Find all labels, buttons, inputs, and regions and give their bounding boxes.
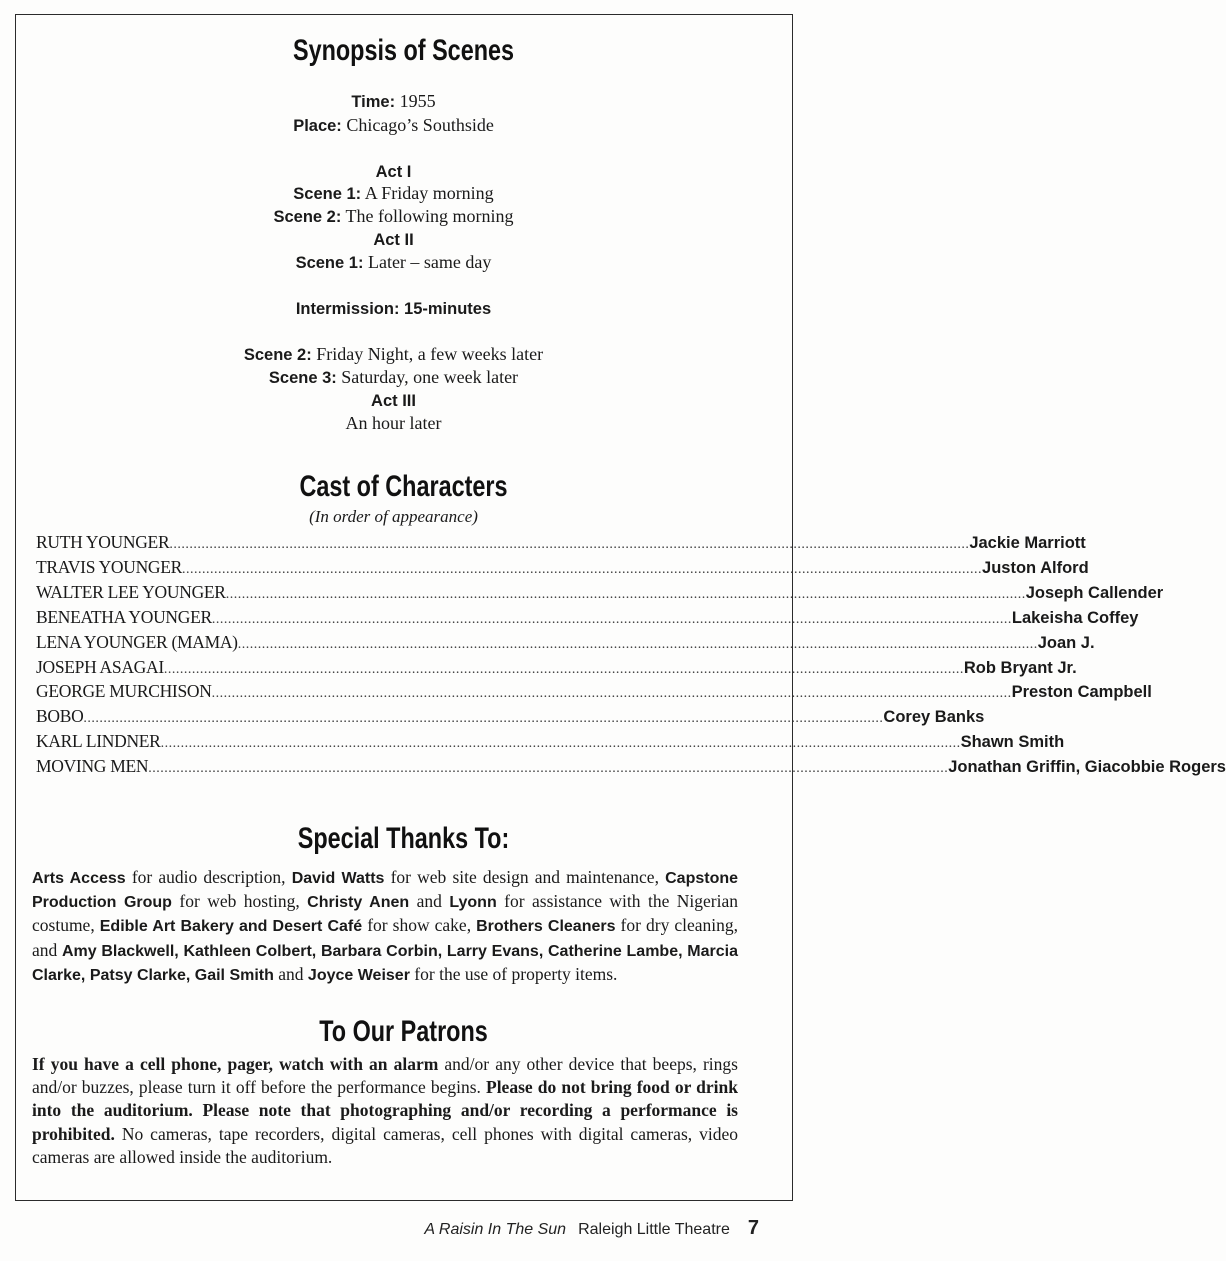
act1-scene1: Scene 1: A Friday morning <box>293 183 494 203</box>
cast-role: GEORGE MURCHISON <box>36 681 212 702</box>
leader-dots: ........................................................................................................................................................................................................ <box>169 537 970 552</box>
cast-row <box>36 681 1152 705</box>
page-number: 7 <box>747 1217 759 1239</box>
act3-description: An hour later <box>345 413 442 433</box>
cast-actor: Corey Banks <box>883 708 985 727</box>
leader-dots: ........................................................................................................................................................................................................ <box>160 736 961 752</box>
cast-actor: Jackie Marriott <box>969 534 1086 552</box>
cast-role: TRAVIS YOUNGER <box>36 556 183 577</box>
act-3-heading: Act III <box>371 392 416 410</box>
cast-row <box>36 706 985 730</box>
synopsis-title: Synopsis of Scenes <box>292 34 515 67</box>
time-line: Time: 1955 <box>351 91 436 111</box>
thanks-title: Special Thanks To: <box>297 822 510 855</box>
leader-dots: ........................................................................................................................................................................................................ <box>225 586 1026 602</box>
place-line: Place: Chicago’s Southside <box>293 115 494 135</box>
cast-title: Cast of Characters <box>299 470 508 503</box>
cast-actor: Joan J. <box>1037 633 1095 652</box>
cast-row <box>36 532 1086 556</box>
cast-row <box>36 556 1089 581</box>
cast-role: KARL LINDNER <box>36 731 161 752</box>
footer-play-title: A Raisin In The Sun <box>424 1221 567 1238</box>
cast-row <box>36 631 1095 656</box>
cast-row <box>36 581 1164 606</box>
act2-scene3: Scene 3: Saturday, one week later <box>268 367 519 387</box>
cast-role: JOSEPH ASAGAI <box>36 656 164 677</box>
cast-actor: Shawn Smith <box>960 733 1065 752</box>
cast-role: RUTH YOUNGER <box>36 532 170 552</box>
leader-dots: ........................................................................................................................................................................................................ <box>182 561 983 577</box>
thanks-paragraph: Arts Access for audio description, David Watts for web site design and maintenance, Capstone Production Group for web hosting, Christy Anen and Lyonn for assistance with the Nigerian costume, Edible Art Bakery and Desert Café for show cake, Brothers Cleaners for dry cleaning, and Amy Blackwell, Kathleen Colbert, Barbara Corbin, Larry Evans, Catherine Lambe, Marcia Clarke, Patsy Clarke, Gail Smith and Joyce Weiser for the use of property items. <box>32 867 739 984</box>
cast-actor: Joseph Callender <box>1025 583 1164 602</box>
leader-dots: ........................................................................................................................................................................................................ <box>211 686 1012 702</box>
cast-role: MOVING MEN <box>36 756 149 777</box>
cast-row <box>36 606 1139 631</box>
cast-role: LENA YOUNGER (MAMA) <box>36 631 238 652</box>
cast-row <box>36 756 1226 780</box>
leader-dots: ........................................................................................................................................................................................................ <box>237 636 1038 652</box>
act2-scene1: Scene 1: Later – same day <box>295 252 492 272</box>
footer-theatre: Raleigh Little Theatre <box>578 1221 730 1238</box>
act-2-heading: Act II <box>373 231 414 249</box>
cast-row <box>36 731 1065 755</box>
cast-actor: Jonathan Griffin, Giacobbie Rogers <box>948 758 1226 777</box>
cast-actor: Rob Bryant Jr. <box>963 658 1077 677</box>
cast-actor: Preston Campbell <box>1011 683 1152 702</box>
act-1-heading: Act I <box>375 163 412 181</box>
intermission: Intermission: 15-minutes <box>295 300 492 318</box>
patrons-paragraph: If you have a cell phone, pager, watch with an alarm and/or any other device that beeps, rings and/or buzzes, please turn it off before the performance begins. Please do not bring food or drink into the auditorium. Please note that photographing and/or recording a performance is prohibited. No cameras, tape recorders, digital cameras, cell phones with digital cameras, video cameras are allowed inside the auditorium. <box>32 1054 738 1167</box>
cast-role: BOBO <box>36 706 84 727</box>
leader-dots: ........................................................................................................................................................................................................ <box>148 761 949 777</box>
cast-row <box>36 656 1077 681</box>
cast-actor: Lakeisha Coffey <box>1011 608 1139 627</box>
leader-dots: ........................................................................................................................................................................................................ <box>83 711 884 727</box>
cast-actor: Juston Alford <box>982 558 1089 577</box>
leader-dots: ........................................................................................................................................................................................................ <box>163 661 964 677</box>
cast-subtitle: (In order of appearance) <box>309 507 478 526</box>
patrons-title: To Our Patrons <box>319 1015 488 1048</box>
cast-role: WALTER LEE YOUNGER <box>36 581 226 602</box>
leader-dots: ........................................................................................................................................................................................................ <box>211 611 1012 627</box>
page-footer <box>424 1217 759 1245</box>
act1-scene2: Scene 2: The following morning <box>273 206 514 226</box>
act2-scene2: Scene 2: Friday Night, a few weeks later <box>243 344 544 364</box>
cast-role: BENEATHA YOUNGER <box>36 606 212 627</box>
